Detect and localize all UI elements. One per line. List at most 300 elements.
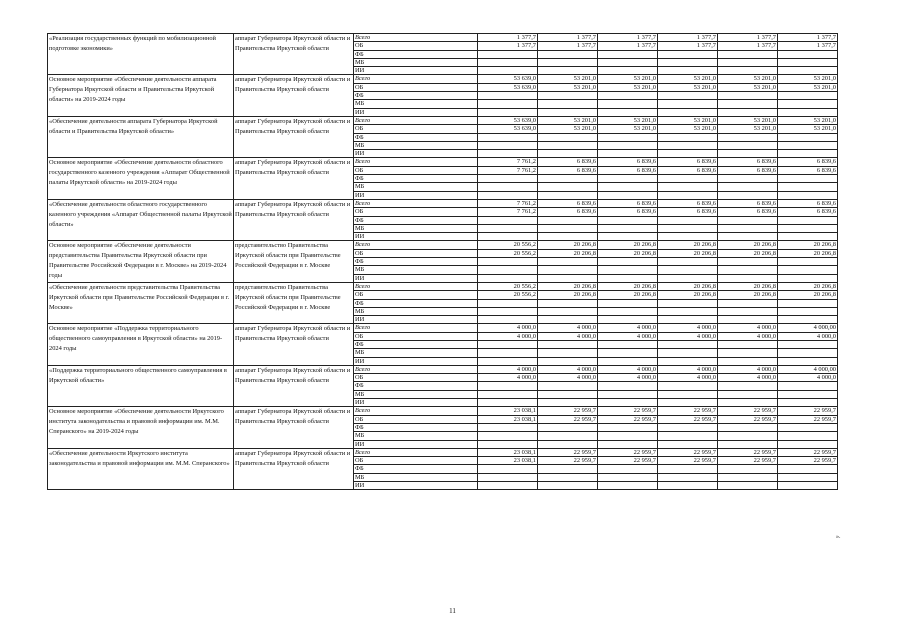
- ob-amount-cell: 4 000,0: [478, 332, 538, 340]
- funding-source-label: ОБ: [354, 249, 478, 257]
- total-amount-cell: 22 959,7: [658, 407, 718, 415]
- empty-amount-cell: [598, 258, 658, 266]
- total-amount-cell: 4 000,0: [658, 365, 718, 373]
- funding-source-label: ОБ: [354, 125, 478, 133]
- total-amount-cell: 20 206,8: [598, 282, 658, 290]
- total-amount-cell: 4 000,0: [538, 324, 598, 332]
- ob-amount-cell: 4 000,0: [658, 332, 718, 340]
- empty-amount-cell: [658, 108, 718, 116]
- empty-amount-cell: [478, 175, 538, 183]
- ob-amount-cell: 6 839,6: [538, 208, 598, 216]
- empty-amount-cell: [598, 390, 658, 398]
- empty-amount-cell: [778, 482, 838, 490]
- row-executor: аппарат Губернатора Иркутской области и Правительства Иркутской области: [234, 199, 354, 240]
- ob-amount-cell: 53 201,0: [598, 83, 658, 91]
- empty-amount-cell: [478, 465, 538, 473]
- funding-source-label: ИИ: [354, 274, 478, 282]
- empty-amount-cell: [478, 216, 538, 224]
- ob-amount-cell: 22 959,7: [598, 415, 658, 423]
- empty-amount-cell: [538, 108, 598, 116]
- funding-source-label: МБ: [354, 100, 478, 108]
- empty-amount-cell: [478, 390, 538, 398]
- total-amount-cell: 1 377,7: [598, 34, 658, 42]
- ob-amount-cell: 4 000,0: [598, 332, 658, 340]
- empty-amount-cell: [598, 482, 658, 490]
- total-amount-cell: 22 959,7: [718, 448, 778, 456]
- total-amount-cell: 23 038,1: [478, 407, 538, 415]
- empty-amount-cell: [598, 440, 658, 448]
- empty-amount-cell: [778, 67, 838, 75]
- empty-amount-cell: [718, 67, 778, 75]
- row-executor: представительство Правительства Иркутской области при Правительстве Российской Федерации в г. Москве: [234, 282, 354, 323]
- empty-amount-cell: [778, 440, 838, 448]
- table-row: [48, 241, 838, 249]
- total-amount-cell: 6 839,6: [598, 158, 658, 166]
- empty-amount-cell: [718, 108, 778, 116]
- empty-amount-cell: [778, 191, 838, 199]
- ob-amount-cell: 6 839,6: [598, 166, 658, 174]
- empty-amount-cell: [478, 473, 538, 481]
- empty-amount-cell: [478, 233, 538, 241]
- funding-source-label: ОБ: [354, 291, 478, 299]
- ob-amount-cell: 1 377,7: [538, 42, 598, 50]
- total-amount-cell: 53 201,0: [538, 75, 598, 83]
- ob-amount-cell: 22 959,7: [778, 415, 838, 423]
- empty-amount-cell: [598, 150, 658, 158]
- empty-amount-cell: [778, 299, 838, 307]
- funding-source-label: ФБ: [354, 382, 478, 390]
- empty-amount-cell: [718, 191, 778, 199]
- empty-amount-cell: [778, 150, 838, 158]
- total-amount-cell: 23 038,1: [478, 448, 538, 456]
- total-amount-cell: 6 839,6: [538, 199, 598, 207]
- empty-amount-cell: [658, 357, 718, 365]
- ob-amount-cell: 22 959,7: [598, 457, 658, 465]
- row-executor: аппарат Губернатора Иркутской области и Правительства Иркутской области: [234, 448, 354, 489]
- total-amount-cell: 53 201,0: [778, 116, 838, 124]
- funding-source-label: ОБ: [354, 332, 478, 340]
- total-amount-cell: 1 377,7: [478, 34, 538, 42]
- empty-amount-cell: [778, 183, 838, 191]
- ob-amount-cell: 20 206,8: [658, 291, 718, 299]
- ob-amount-cell: 20 206,8: [598, 249, 658, 257]
- ob-amount-cell: 6 839,6: [538, 166, 598, 174]
- empty-amount-cell: [478, 224, 538, 232]
- ob-amount-cell: 4 000,0: [598, 374, 658, 382]
- empty-amount-cell: [478, 274, 538, 282]
- funding-source-label: ФБ: [354, 216, 478, 224]
- empty-amount-cell: [598, 175, 658, 183]
- empty-amount-cell: [478, 150, 538, 158]
- total-amount-cell: 20 206,8: [598, 241, 658, 249]
- empty-amount-cell: [718, 133, 778, 141]
- row-description: «Обеспечение деятельности Иркутского института законодательства и правовой информации им. М.М. Сперанского»: [48, 448, 234, 489]
- row-description: Основное мероприятие «Обеспечение деятельности областного государственного казенного учреждения «Аппарат Общественной палаты Иркутской области» на 2019-2024 годы: [48, 158, 234, 199]
- empty-amount-cell: [478, 482, 538, 490]
- funding-source-label: Всего: [354, 282, 478, 290]
- row-description: Основное мероприятие «Обеспечение деятельности представительства Правительства Иркутской области при Правительстве Российской Федерации в г. Москве» на 2019-2024 годы: [48, 241, 234, 282]
- funding-source-label: МБ: [354, 432, 478, 440]
- ob-amount-cell: 20 206,8: [718, 291, 778, 299]
- total-amount-cell: 53 201,0: [658, 75, 718, 83]
- funding-source-label: ИИ: [354, 357, 478, 365]
- empty-amount-cell: [478, 299, 538, 307]
- empty-amount-cell: [598, 349, 658, 357]
- empty-amount-cell: [598, 307, 658, 315]
- empty-amount-cell: [478, 58, 538, 66]
- empty-amount-cell: [658, 423, 718, 431]
- empty-amount-cell: [658, 175, 718, 183]
- total-amount-cell: 4 000,0: [718, 365, 778, 373]
- empty-amount-cell: [478, 399, 538, 407]
- empty-amount-cell: [658, 316, 718, 324]
- empty-amount-cell: [478, 307, 538, 315]
- budget-document: [47, 33, 837, 490]
- empty-amount-cell: [658, 440, 718, 448]
- total-amount-cell: 22 959,7: [598, 407, 658, 415]
- total-amount-cell: 1 377,7: [658, 34, 718, 42]
- empty-amount-cell: [598, 133, 658, 141]
- empty-amount-cell: [598, 50, 658, 58]
- funding-source-label: ФБ: [354, 175, 478, 183]
- budget-table: [47, 33, 838, 490]
- funding-source-label: МБ: [354, 307, 478, 315]
- funding-source-label: МБ: [354, 141, 478, 149]
- empty-amount-cell: [778, 423, 838, 431]
- empty-amount-cell: [778, 349, 838, 357]
- empty-amount-cell: [538, 92, 598, 100]
- empty-amount-cell: [718, 183, 778, 191]
- funding-source-label: ФБ: [354, 299, 478, 307]
- empty-amount-cell: [718, 349, 778, 357]
- empty-amount-cell: [778, 58, 838, 66]
- funding-source-label: Всего: [354, 116, 478, 124]
- empty-amount-cell: [658, 233, 718, 241]
- total-amount-cell: 6 839,6: [538, 158, 598, 166]
- row-executor: аппарат Губернатора Иркутской области и Правительства Иркутской области: [234, 324, 354, 365]
- row-description: Основное мероприятие «Обеспечение деятельности аппарата Губернатора Иркутской области и Правительства Иркутской области» на 2019-2024 годы: [48, 75, 234, 116]
- empty-amount-cell: [718, 390, 778, 398]
- ob-amount-cell: 6 839,6: [778, 166, 838, 174]
- empty-amount-cell: [598, 399, 658, 407]
- total-amount-cell: 20 206,8: [778, 241, 838, 249]
- ob-amount-cell: 53 201,0: [598, 125, 658, 133]
- funding-source-label: Всего: [354, 365, 478, 373]
- empty-amount-cell: [718, 274, 778, 282]
- funding-source-label: ИИ: [354, 316, 478, 324]
- row-executor: аппарат Губернатора Иркутской области и Правительства Иркутской области: [234, 158, 354, 199]
- empty-amount-cell: [478, 432, 538, 440]
- empty-amount-cell: [538, 175, 598, 183]
- ob-amount-cell: 23 038,1: [478, 415, 538, 423]
- row-executor: аппарат Губернатора Иркутской области и Правительства Иркутской области: [234, 75, 354, 116]
- empty-amount-cell: [718, 432, 778, 440]
- empty-amount-cell: [658, 473, 718, 481]
- total-amount-cell: 53 201,0: [718, 116, 778, 124]
- ob-amount-cell: 20 556,2: [478, 291, 538, 299]
- total-amount-cell: 4 000,00: [778, 324, 838, 332]
- empty-amount-cell: [718, 482, 778, 490]
- empty-amount-cell: [538, 274, 598, 282]
- funding-source-label: ИИ: [354, 440, 478, 448]
- empty-amount-cell: [598, 224, 658, 232]
- ob-amount-cell: 4 000,0: [538, 332, 598, 340]
- ob-amount-cell: 6 839,6: [778, 208, 838, 216]
- empty-amount-cell: [658, 390, 718, 398]
- empty-amount-cell: [718, 92, 778, 100]
- ob-amount-cell: 20 206,8: [778, 249, 838, 257]
- ob-amount-cell: 53 201,0: [538, 83, 598, 91]
- empty-amount-cell: [718, 423, 778, 431]
- empty-amount-cell: [718, 50, 778, 58]
- table-row: [48, 75, 838, 83]
- empty-amount-cell: [718, 258, 778, 266]
- empty-amount-cell: [538, 50, 598, 58]
- empty-amount-cell: [478, 141, 538, 149]
- row-executor: аппарат Губернатора Иркутской области и Правительства Иркутской области: [234, 34, 354, 75]
- funding-source-label: ФБ: [354, 50, 478, 58]
- empty-amount-cell: [778, 141, 838, 149]
- empty-amount-cell: [718, 216, 778, 224]
- row-description: «Поддержка территориального общественного самоуправления в Иркутской области»: [48, 365, 234, 406]
- empty-amount-cell: [658, 299, 718, 307]
- funding-source-label: Всего: [354, 324, 478, 332]
- row-description: «Реализация государственных функций по мобилизационной подготовке экономики»: [48, 34, 234, 75]
- ob-amount-cell: 53 639,0: [478, 83, 538, 91]
- funding-source-label: ФБ: [354, 340, 478, 348]
- ob-amount-cell: 6 839,6: [718, 166, 778, 174]
- empty-amount-cell: [478, 266, 538, 274]
- total-amount-cell: 22 959,7: [778, 407, 838, 415]
- empty-amount-cell: [778, 473, 838, 481]
- row-executor: аппарат Губернатора Иркутской области и Правительства Иркутской области: [234, 365, 354, 406]
- ob-amount-cell: 53 201,0: [778, 83, 838, 91]
- empty-amount-cell: [598, 382, 658, 390]
- empty-amount-cell: [478, 440, 538, 448]
- total-amount-cell: 53 201,0: [718, 75, 778, 83]
- empty-amount-cell: [778, 175, 838, 183]
- total-amount-cell: 6 839,6: [778, 199, 838, 207]
- empty-amount-cell: [598, 183, 658, 191]
- empty-amount-cell: [778, 258, 838, 266]
- funding-source-label: ФБ: [354, 92, 478, 100]
- table-row: [48, 324, 838, 332]
- funding-source-label: ОБ: [354, 415, 478, 423]
- empty-amount-cell: [718, 266, 778, 274]
- ob-amount-cell: 20 206,8: [658, 249, 718, 257]
- total-amount-cell: 20 206,8: [718, 241, 778, 249]
- total-amount-cell: 1 377,7: [538, 34, 598, 42]
- funding-source-label: ОБ: [354, 83, 478, 91]
- funding-source-label: ФБ: [354, 465, 478, 473]
- ob-amount-cell: 4 000,0: [718, 374, 778, 382]
- empty-amount-cell: [718, 440, 778, 448]
- empty-amount-cell: [778, 50, 838, 58]
- ob-amount-cell: 20 206,8: [718, 249, 778, 257]
- empty-amount-cell: [598, 432, 658, 440]
- ob-amount-cell: 20 556,2: [478, 249, 538, 257]
- funding-source-label: МБ: [354, 58, 478, 66]
- row-description: Основное мероприятие «Обеспечение деятельности Иркутского института законодательства и правовой информации им. М.М. Сперанского» на 2019-2024 годы: [48, 407, 234, 448]
- ob-amount-cell: 53 639,0: [478, 125, 538, 133]
- total-amount-cell: 20 206,8: [658, 241, 718, 249]
- total-amount-cell: 6 839,6: [658, 158, 718, 166]
- funding-source-label: ИИ: [354, 482, 478, 490]
- total-amount-cell: 22 959,7: [658, 448, 718, 456]
- ob-amount-cell: 53 201,0: [718, 125, 778, 133]
- ob-amount-cell: 22 959,7: [778, 457, 838, 465]
- funding-source-label: ФБ: [354, 133, 478, 141]
- empty-amount-cell: [478, 100, 538, 108]
- funding-source-label: ФБ: [354, 423, 478, 431]
- empty-amount-cell: [778, 233, 838, 241]
- empty-amount-cell: [478, 92, 538, 100]
- empty-amount-cell: [478, 382, 538, 390]
- funding-source-label: МБ: [354, 473, 478, 481]
- total-amount-cell: 53 201,0: [658, 116, 718, 124]
- empty-amount-cell: [658, 50, 718, 58]
- empty-amount-cell: [778, 465, 838, 473]
- empty-amount-cell: [718, 382, 778, 390]
- funding-source-label: ИИ: [354, 399, 478, 407]
- empty-amount-cell: [538, 423, 598, 431]
- empty-amount-cell: [658, 258, 718, 266]
- empty-amount-cell: [538, 390, 598, 398]
- funding-source-label: Всего: [354, 75, 478, 83]
- empty-amount-cell: [658, 349, 718, 357]
- funding-source-label: МБ: [354, 266, 478, 274]
- row-executor: аппарат Губернатора Иркутской области и Правительства Иркутской области: [234, 407, 354, 448]
- funding-source-label: Всего: [354, 199, 478, 207]
- table-row: [48, 282, 838, 290]
- empty-amount-cell: [538, 316, 598, 324]
- ob-amount-cell: 22 959,7: [658, 415, 718, 423]
- ob-amount-cell: 7 761,2: [478, 208, 538, 216]
- empty-amount-cell: [598, 191, 658, 199]
- empty-amount-cell: [598, 58, 658, 66]
- empty-amount-cell: [718, 340, 778, 348]
- empty-amount-cell: [778, 340, 838, 348]
- empty-amount-cell: [598, 473, 658, 481]
- ob-amount-cell: 22 959,7: [538, 457, 598, 465]
- total-amount-cell: 6 839,6: [778, 158, 838, 166]
- funding-source-label: ОБ: [354, 42, 478, 50]
- ob-amount-cell: 4 000,0: [538, 374, 598, 382]
- empty-amount-cell: [478, 133, 538, 141]
- empty-amount-cell: [778, 224, 838, 232]
- funding-source-label: ОБ: [354, 208, 478, 216]
- empty-amount-cell: [658, 67, 718, 75]
- ob-amount-cell: 23 038,1: [478, 457, 538, 465]
- empty-amount-cell: [538, 440, 598, 448]
- empty-amount-cell: [538, 340, 598, 348]
- ob-amount-cell: 4 000,0: [658, 374, 718, 382]
- empty-amount-cell: [478, 108, 538, 116]
- empty-amount-cell: [718, 58, 778, 66]
- empty-amount-cell: [718, 100, 778, 108]
- total-amount-cell: 53 639,0: [478, 75, 538, 83]
- funding-source-label: ОБ: [354, 374, 478, 382]
- empty-amount-cell: [718, 307, 778, 315]
- ob-amount-cell: 53 201,0: [778, 125, 838, 133]
- ob-amount-cell: 1 377,7: [478, 42, 538, 50]
- empty-amount-cell: [718, 473, 778, 481]
- total-amount-cell: 6 839,6: [658, 199, 718, 207]
- funding-source-label: МБ: [354, 390, 478, 398]
- empty-amount-cell: [718, 141, 778, 149]
- empty-amount-cell: [718, 224, 778, 232]
- empty-amount-cell: [778, 357, 838, 365]
- funding-source-label: ИИ: [354, 108, 478, 116]
- empty-amount-cell: [718, 175, 778, 183]
- empty-amount-cell: [478, 423, 538, 431]
- total-amount-cell: 4 000,0: [478, 324, 538, 332]
- total-amount-cell: 22 959,7: [718, 407, 778, 415]
- total-amount-cell: 53 201,0: [778, 75, 838, 83]
- empty-amount-cell: [658, 274, 718, 282]
- empty-amount-cell: [658, 266, 718, 274]
- empty-amount-cell: [538, 299, 598, 307]
- total-amount-cell: 7 761,2: [478, 199, 538, 207]
- empty-amount-cell: [658, 340, 718, 348]
- total-amount-cell: 4 000,0: [718, 324, 778, 332]
- empty-amount-cell: [538, 473, 598, 481]
- empty-amount-cell: [598, 92, 658, 100]
- total-amount-cell: 53 639,0: [478, 116, 538, 124]
- row-description: «Обеспечение деятельности областного государственного казенного учреждения «Аппарат Общественной палаты Иркутской области»: [48, 199, 234, 240]
- empty-amount-cell: [718, 316, 778, 324]
- table-row: [48, 199, 838, 207]
- empty-amount-cell: [658, 224, 718, 232]
- funding-source-label: Всего: [354, 448, 478, 456]
- empty-amount-cell: [658, 183, 718, 191]
- empty-amount-cell: [778, 432, 838, 440]
- total-amount-cell: 1 377,7: [718, 34, 778, 42]
- ob-amount-cell: 22 959,7: [718, 415, 778, 423]
- empty-amount-cell: [778, 216, 838, 224]
- ob-amount-cell: 53 201,0: [658, 83, 718, 91]
- empty-amount-cell: [598, 465, 658, 473]
- empty-amount-cell: [538, 382, 598, 390]
- row-executor: представительство Правительства Иркутской области при Правительстве Российской Федерации в г. Москве: [234, 241, 354, 282]
- funding-source-label: ОБ: [354, 457, 478, 465]
- total-amount-cell: 20 206,8: [538, 282, 598, 290]
- empty-amount-cell: [778, 266, 838, 274]
- ob-amount-cell: 20 206,8: [598, 291, 658, 299]
- ob-amount-cell: 6 839,6: [658, 166, 718, 174]
- empty-amount-cell: [478, 50, 538, 58]
- funding-source-label: ФБ: [354, 258, 478, 266]
- total-amount-cell: 22 959,7: [778, 448, 838, 456]
- empty-amount-cell: [598, 100, 658, 108]
- empty-amount-cell: [538, 258, 598, 266]
- empty-amount-cell: [478, 67, 538, 75]
- empty-amount-cell: [778, 108, 838, 116]
- empty-amount-cell: [538, 357, 598, 365]
- total-amount-cell: 22 959,7: [538, 407, 598, 415]
- empty-amount-cell: [538, 216, 598, 224]
- empty-amount-cell: [598, 108, 658, 116]
- table-row: [48, 365, 838, 373]
- table-row: [48, 407, 838, 415]
- total-amount-cell: 20 206,8: [778, 282, 838, 290]
- empty-amount-cell: [598, 423, 658, 431]
- funding-source-label: МБ: [354, 224, 478, 232]
- funding-source-label: ОБ: [354, 166, 478, 174]
- funding-source-label: МБ: [354, 183, 478, 191]
- empty-amount-cell: [598, 67, 658, 75]
- ob-amount-cell: 53 201,0: [658, 125, 718, 133]
